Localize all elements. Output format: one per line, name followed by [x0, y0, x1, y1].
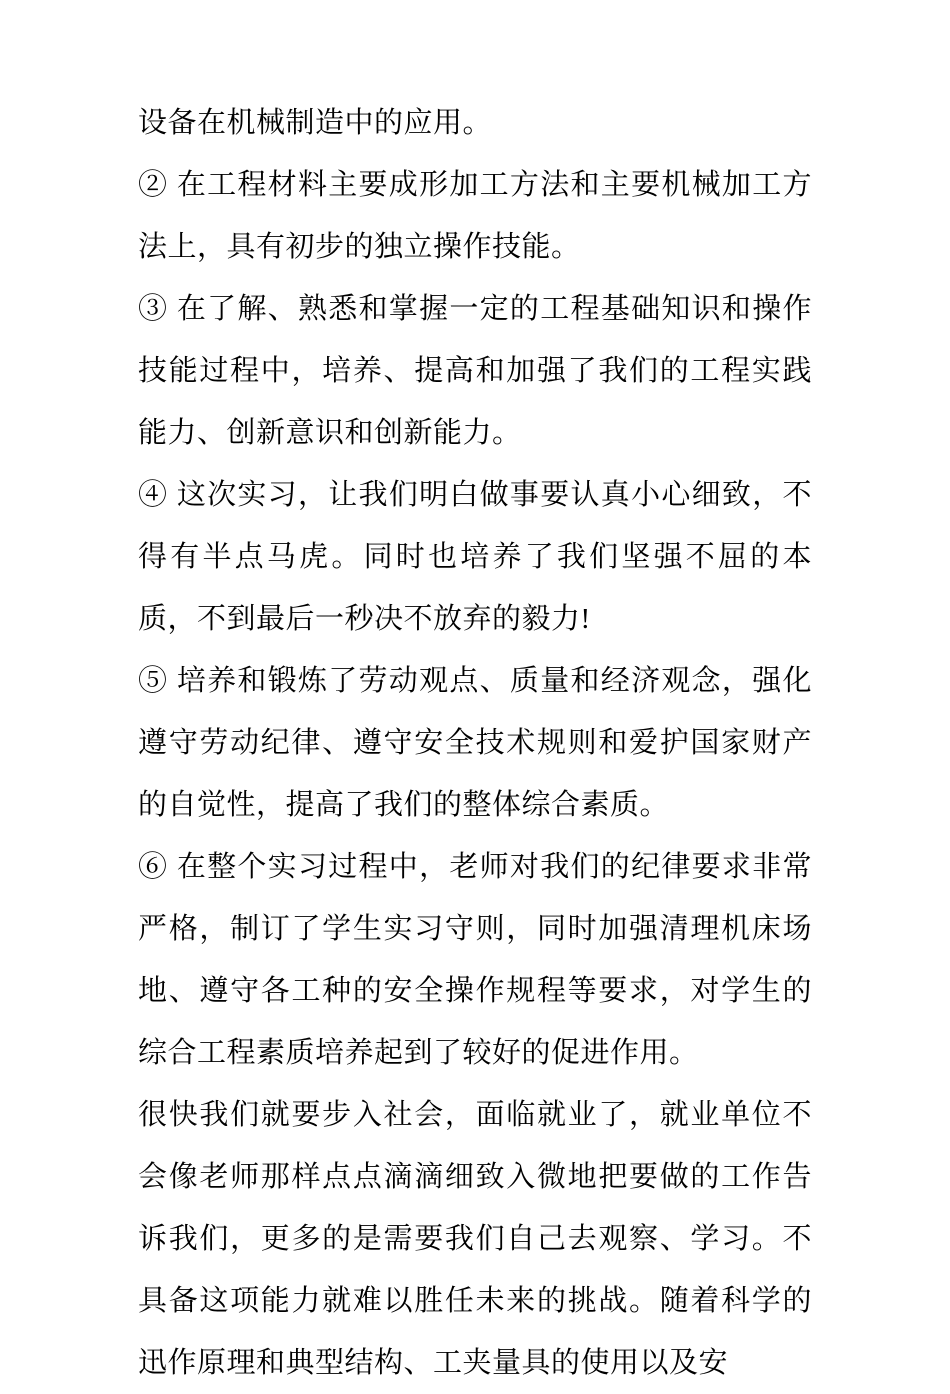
paragraph: ③ 在了解、熟悉和掌握一定的工程基础知识和操作技能过程中，培养、提高和加强了我们的工程实践能力、创新意识和创新能力。	[138, 293, 812, 449]
paragraph: ⑥ 在整个实习过程中，老师对我们的纪律要求非常严格，制订了学生实习守则，同时加强清理机床场地、遵守各工种的安全操作规程等要求，对学生的综合工程素质培养起到了较好的促进作用。	[138, 851, 812, 1069]
paragraph: 很快我们就要步入社会，面临就业了，就业单位不会像老师那样点点滴滴细致入微地把要做的工作告诉我们，更多的是需要我们自己去观察、学习。不具备这项能力就难以胜任未来的挑战。随着科学的迅作原理和典型结构、工夹量具的使用以及安	[138, 1099, 812, 1379]
paragraph: ④ 这次实习，让我们明白做事要认真小心细致，不得有半点马虎。同时也培养了我们坚强不屈的本质，不到最后一秒决不放弃的毅力!	[138, 479, 812, 635]
paragraph: ⑤ 培养和锻炼了劳动观点、质量和经济观念，强化遵守劳动纪律、遵守安全技术规则和爱护国家财产的自觉性，提高了我们的整体综合素质。	[138, 665, 812, 821]
paragraph: ② 在工程材料主要成形加工方法和主要机械加工方法上，具有初步的独立操作技能。	[138, 169, 812, 263]
document-body	[138, 92, 812, 1394]
paragraph: 设备在机械制造中的应用。	[138, 107, 493, 139]
